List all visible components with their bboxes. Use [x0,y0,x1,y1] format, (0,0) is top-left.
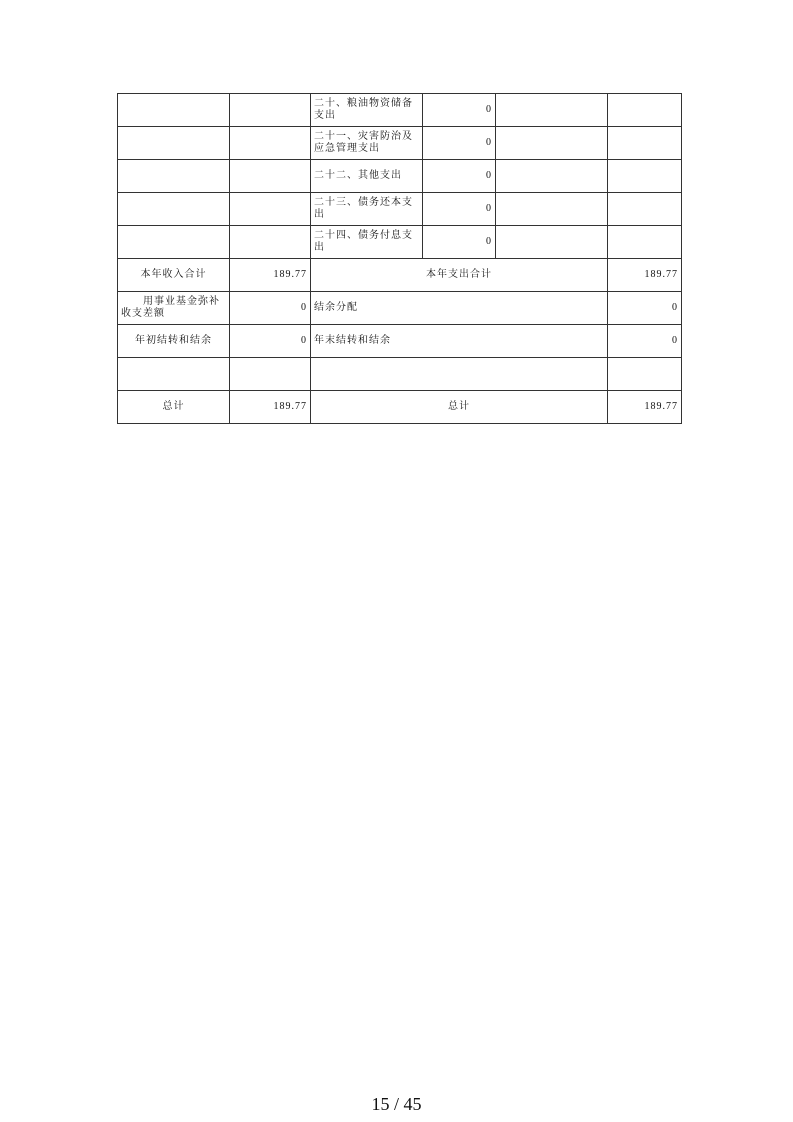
budget-table [117,93,682,424]
expense-item-cell: 二十三、债务还本支出 [311,193,423,226]
income-value-cell [230,160,311,193]
fund-offset-value: 0 [230,292,311,325]
end-balance-label: 年末结转和结余 [311,325,608,358]
end-balance-value: 0 [608,325,682,358]
income-item-cell [118,160,230,193]
extra-value-cell [608,193,682,226]
surplus-dist-value: 0 [608,292,682,325]
extra-value-cell [608,226,682,259]
income-item-cell [118,193,230,226]
empty-cell [311,358,608,391]
expense-value-cell: 0 [423,94,496,127]
income-item-cell [118,226,230,259]
income-value-cell [230,127,311,160]
grand-total-left-value: 189.77 [230,391,311,424]
income-value-cell [230,94,311,127]
empty-cell [608,358,682,391]
expense-value-cell: 0 [423,127,496,160]
expense-total-label: 本年支出合计 [311,259,608,292]
expense-value-cell: 0 [423,160,496,193]
expense-item-cell: 二十二、其他支出 [311,160,423,193]
table-row-grand-total [118,391,682,424]
income-value-cell [230,226,311,259]
table-row [118,160,682,193]
extra-value-cell [608,160,682,193]
begin-balance-value: 0 [230,325,311,358]
extra-item-cell [496,94,608,127]
empty-cell [118,358,230,391]
empty-cell [230,358,311,391]
income-item-cell [118,94,230,127]
fund-offset-label: 用事业基金弥补收支差额 [118,292,230,325]
begin-balance-label: 年初结转和结余 [118,325,230,358]
table-row [118,127,682,160]
extra-value-cell [608,127,682,160]
table-row [118,193,682,226]
expense-item-cell: 二十、粮油物资储备支出 [311,94,423,127]
page-number: 15 / 45 [371,1094,422,1114]
expense-item-cell: 二十一、灾害防治及应急管理支出 [311,127,423,160]
expense-item-cell: 二十四、债务付息支出 [311,226,423,259]
income-total-value: 189.77 [230,259,311,292]
table-row-fund-offset [118,292,682,325]
extra-item-cell [496,193,608,226]
surplus-dist-label: 结余分配 [311,292,608,325]
extra-value-cell [608,94,682,127]
extra-item-cell [496,127,608,160]
grand-total-right-value: 189.77 [608,391,682,424]
extra-item-cell [496,160,608,193]
table-row [118,94,682,127]
extra-item-cell [496,226,608,259]
income-value-cell [230,193,311,226]
expense-value-cell: 0 [423,193,496,226]
expense-value-cell: 0 [423,226,496,259]
grand-total-left-label: 总计 [118,391,230,424]
income-item-cell [118,127,230,160]
table-row-empty [118,358,682,391]
grand-total-right-label: 总计 [311,391,608,424]
income-total-label: 本年收入合计 [118,259,230,292]
table-row-annual-totals [118,259,682,292]
table-row [118,226,682,259]
expense-total-value: 189.77 [608,259,682,292]
table-row-balances [118,325,682,358]
